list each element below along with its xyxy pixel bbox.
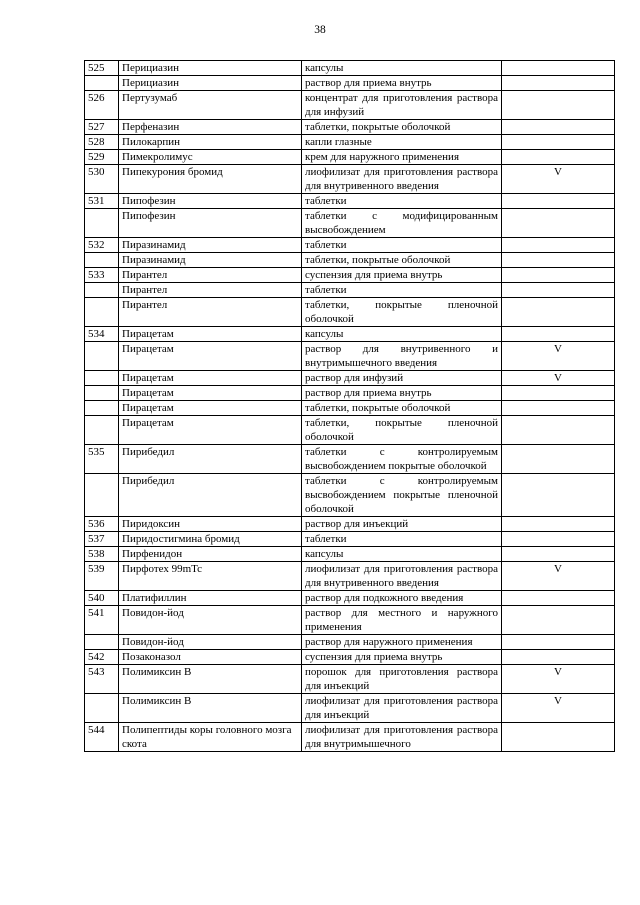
vital-mark-cell <box>502 194 615 209</box>
vital-mark-cell <box>502 723 615 752</box>
vital-mark-cell <box>502 445 615 474</box>
dosage-form-cell: раствор для приема внутрь <box>302 386 502 401</box>
row-number-cell <box>85 283 119 298</box>
drug-name-cell: Повидон-йод <box>119 635 302 650</box>
row-number-cell: 529 <box>85 150 119 165</box>
table-row <box>85 445 615 474</box>
drug-name-cell: Пирацетам <box>119 386 302 401</box>
row-number-cell <box>85 253 119 268</box>
drug-name-cell: Пирацетам <box>119 416 302 445</box>
vital-mark-cell <box>502 474 615 517</box>
table-row <box>85 209 615 238</box>
vital-mark-cell: V <box>502 342 615 371</box>
dosage-form-cell: концентрат для приготовления раствора для инфузий <box>302 91 502 120</box>
table-row <box>85 547 615 562</box>
vital-mark-cell <box>502 238 615 253</box>
dosage-form-cell: таблетки, покрытые оболочкой <box>302 253 502 268</box>
table-row <box>85 165 615 194</box>
row-number-cell <box>85 416 119 445</box>
dosage-form-cell: раствор для внутривенного и внутримышечного введения <box>302 342 502 371</box>
dosage-form-cell: порошок для приготовления раствора для инъекций <box>302 665 502 694</box>
dosage-form-cell: раствор для приема внутрь <box>302 76 502 91</box>
vital-mark-cell <box>502 61 615 76</box>
drug-name-cell: Перициазин <box>119 61 302 76</box>
dosage-form-cell: таблетки, покрытые пленочной оболочкой <box>302 416 502 445</box>
row-number-cell: 537 <box>85 532 119 547</box>
vital-mark-cell <box>502 547 615 562</box>
dosage-form-cell: лиофилизат для приготовления раствора для внутривенного введения <box>302 562 502 591</box>
row-number-cell <box>85 76 119 91</box>
vital-mark-cell <box>502 606 615 635</box>
row-number-cell: 540 <box>85 591 119 606</box>
vital-mark-cell <box>502 283 615 298</box>
vital-mark-cell <box>502 91 615 120</box>
drug-name-cell: Пимекролимус <box>119 150 302 165</box>
vital-mark-cell: V <box>502 165 615 194</box>
dosage-form-cell: таблетки с модифицированным высвобождением <box>302 209 502 238</box>
drug-name-cell: Пертузумаб <box>119 91 302 120</box>
table-row <box>85 386 615 401</box>
table-row <box>85 635 615 650</box>
drug-name-cell: Пирацетам <box>119 342 302 371</box>
row-number-cell: 538 <box>85 547 119 562</box>
dosage-form-cell: таблетки <box>302 238 502 253</box>
dosage-form-cell: таблетки, покрытые оболочкой <box>302 401 502 416</box>
table-row <box>85 371 615 386</box>
row-number-cell: 541 <box>85 606 119 635</box>
table-row <box>85 401 615 416</box>
drug-name-cell: Платифиллин <box>119 591 302 606</box>
dosage-form-cell: крем для наружного применения <box>302 150 502 165</box>
dosage-form-cell: капсулы <box>302 547 502 562</box>
vital-mark-cell <box>502 120 615 135</box>
dosage-form-cell: таблетки <box>302 194 502 209</box>
row-number-cell <box>85 209 119 238</box>
table-row <box>85 591 615 606</box>
table-row <box>85 694 615 723</box>
row-number-cell <box>85 371 119 386</box>
vital-mark-cell <box>502 327 615 342</box>
table-row <box>85 253 615 268</box>
table-row <box>85 120 615 135</box>
row-number-cell: 533 <box>85 268 119 283</box>
drug-name-cell: Полимиксин В <box>119 694 302 723</box>
vital-mark-cell <box>502 135 615 150</box>
row-number-cell <box>85 386 119 401</box>
row-number-cell <box>85 635 119 650</box>
dosage-form-cell: раствор для наружного применения <box>302 635 502 650</box>
vital-mark-cell <box>502 532 615 547</box>
table-row <box>85 562 615 591</box>
dosage-form-cell: раствор для инфузий <box>302 371 502 386</box>
drug-name-cell: Пиразинамид <box>119 238 302 253</box>
dosage-form-cell: капсулы <box>302 61 502 76</box>
dosage-form-cell: суспензия для приема внутрь <box>302 268 502 283</box>
drug-name-cell: Пирантел <box>119 298 302 327</box>
vital-mark-cell <box>502 386 615 401</box>
table-row <box>85 517 615 532</box>
drug-name-cell: Пирибедил <box>119 474 302 517</box>
drug-name-cell: Полимиксин В <box>119 665 302 694</box>
row-number-cell: 530 <box>85 165 119 194</box>
drug-name-cell: Пилокарпин <box>119 135 302 150</box>
dosage-form-cell: раствор для местного и наружного применения <box>302 606 502 635</box>
row-number-cell: 536 <box>85 517 119 532</box>
table-row <box>85 194 615 209</box>
drug-name-cell: Пиридоксин <box>119 517 302 532</box>
row-number-cell <box>85 474 119 517</box>
table-row <box>85 298 615 327</box>
drug-name-cell: Пирфенидон <box>119 547 302 562</box>
table-row <box>85 91 615 120</box>
drug-name-cell: Пирацетам <box>119 401 302 416</box>
vital-mark-cell <box>502 401 615 416</box>
table-row <box>85 665 615 694</box>
drug-table <box>84 60 615 752</box>
table-row <box>85 238 615 253</box>
drug-name-cell: Пиридостигмина бромид <box>119 532 302 547</box>
dosage-form-cell: лиофилизат для приготовления раствора для инъекций <box>302 694 502 723</box>
drug-name-cell: Пиразинамид <box>119 253 302 268</box>
vital-mark-cell: V <box>502 562 615 591</box>
dosage-form-cell: таблетки, покрытые пленочной оболочкой <box>302 298 502 327</box>
drug-name-cell: Пирантел <box>119 268 302 283</box>
vital-mark-cell: V <box>502 694 615 723</box>
dosage-form-cell: раствор для подкожного введения <box>302 591 502 606</box>
table-row <box>85 474 615 517</box>
table-row <box>85 606 615 635</box>
dosage-form-cell: таблетки <box>302 283 502 298</box>
row-number-cell: 542 <box>85 650 119 665</box>
drug-name-cell: Перициазин <box>119 76 302 91</box>
table-row <box>85 61 615 76</box>
row-number-cell: 526 <box>85 91 119 120</box>
table-row <box>85 283 615 298</box>
dosage-form-cell: раствор для инъекций <box>302 517 502 532</box>
table-row <box>85 135 615 150</box>
table-row <box>85 268 615 283</box>
vital-mark-cell <box>502 635 615 650</box>
drug-name-cell: Пирацетам <box>119 371 302 386</box>
dosage-form-cell: капсулы <box>302 327 502 342</box>
drug-name-cell: Повидон-йод <box>119 606 302 635</box>
drug-name-cell: Перфеназин <box>119 120 302 135</box>
row-number-cell: 527 <box>85 120 119 135</box>
dosage-form-cell: таблетки <box>302 532 502 547</box>
drug-table-body <box>85 61 615 752</box>
dosage-form-cell: суспензия для приема внутрь <box>302 650 502 665</box>
drug-name-cell: Пирфотех 99mTc <box>119 562 302 591</box>
drug-name-cell: Полипептиды коры головного мозга скота <box>119 723 302 752</box>
vital-mark-cell <box>502 298 615 327</box>
table-row <box>85 723 615 752</box>
drug-name-cell: Позаконазол <box>119 650 302 665</box>
row-number-cell: 531 <box>85 194 119 209</box>
drug-name-cell: Пипекурония бромид <box>119 165 302 194</box>
row-number-cell: 543 <box>85 665 119 694</box>
vital-mark-cell <box>502 268 615 283</box>
row-number-cell: 532 <box>85 238 119 253</box>
row-number-cell <box>85 342 119 371</box>
row-number-cell: 528 <box>85 135 119 150</box>
table-row <box>85 327 615 342</box>
drug-name-cell: Пирантел <box>119 283 302 298</box>
table-row <box>85 150 615 165</box>
vital-mark-cell <box>502 517 615 532</box>
dosage-form-cell: лиофилизат для приготовления раствора для внутривенного введения <box>302 165 502 194</box>
page-number: 38 <box>314 24 326 36</box>
drug-name-cell: Пипофезин <box>119 194 302 209</box>
row-number-cell <box>85 298 119 327</box>
row-number-cell: 539 <box>85 562 119 591</box>
table-row <box>85 532 615 547</box>
vital-mark-cell <box>502 650 615 665</box>
vital-mark-cell: V <box>502 665 615 694</box>
drug-name-cell: Пирацетам <box>119 327 302 342</box>
dosage-form-cell: капли глазные <box>302 135 502 150</box>
vital-mark-cell <box>502 209 615 238</box>
vital-mark-cell <box>502 591 615 606</box>
row-number-cell: 525 <box>85 61 119 76</box>
drug-name-cell: Пипофезин <box>119 209 302 238</box>
row-number-cell: 544 <box>85 723 119 752</box>
dosage-form-cell: таблетки с контролируемым высвобождением покрытые оболочкой <box>302 445 502 474</box>
table-row <box>85 416 615 445</box>
vital-mark-cell <box>502 150 615 165</box>
row-number-cell: 535 <box>85 445 119 474</box>
table-row <box>85 650 615 665</box>
table-row <box>85 342 615 371</box>
row-number-cell <box>85 694 119 723</box>
row-number-cell: 534 <box>85 327 119 342</box>
dosage-form-cell: таблетки, покрытые оболочкой <box>302 120 502 135</box>
table-row <box>85 76 615 91</box>
vital-mark-cell <box>502 76 615 91</box>
row-number-cell <box>85 401 119 416</box>
vital-mark-cell <box>502 253 615 268</box>
drug-name-cell: Пирибедил <box>119 445 302 474</box>
vital-mark-cell <box>502 416 615 445</box>
dosage-form-cell: лиофилизат для приготовления раствора для внутримышечного <box>302 723 502 752</box>
dosage-form-cell: таблетки с контролируемым высвобождением покрытые пленочной оболочкой <box>302 474 502 517</box>
vital-mark-cell: V <box>502 371 615 386</box>
